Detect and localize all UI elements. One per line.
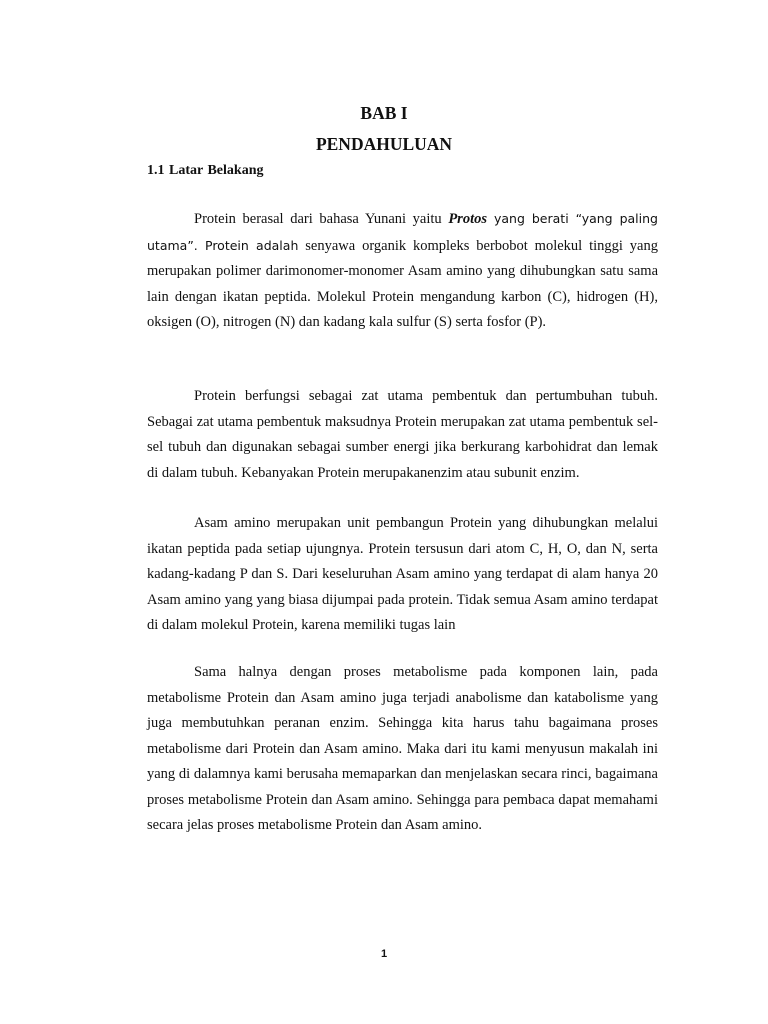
chapter-number: BAB I [360,103,408,123]
paragraph-1 [147,206,658,336]
paragraph-4: Sama halnya dengan proses metabolisme pada komponen lain, pada metabolisme Protein dan Asam amino juga terjadi anabolisme dan katabolisme yang juga membutuhkan peranan enzim. Sehingga kita harus tahu bagaimana proses metabolisme dari Protein dan Asam amino. Maka dari itu kami menyusun makalah ini yang di dalamnya kami berusaha memaparkan dan menjelaskan secara rinci, bagaimana proses metabolisme Protein dan Asam amino. Sehingga para pembaca dapat memahami secara jelas proses metabolisme Protein dan Asam amino. [147,664,658,833]
paragraph-1-body: senyawa organik kompleks berbobot molekul tinggi yang merupakan polimer darimonomer-monomer Asam amino yang dihubungkan satu sama lain dengan ikatan peptida. Molekul Protein mengandung karbon (C), hidrogen (H), oksigen (O), nitrogen (N) dan kadang kala sulfur (S) serta fosfor (P). [147,237,658,330]
section-heading: 1.1 Latar Belakang [147,163,264,178]
page-number: 1 [380,948,388,960]
paragraph-1-intro: Protein berasal dari bahasa Yunani yaitu [194,211,449,227]
paragraph-3: Asam amino merupakan unit pembangun Protein yang dihubungkan melalui ikatan peptida pada setiap ujungnya. Protein tersusun dari atom C, H, O, dan N, serta kadang-kadang P dan S. Dari keseluruhan Asam amino yang terdapat di alam hanya 20 Asam amino yang yang biasa dijumpai pada protein. Tidak semua Asam amino terdapat di dalam molekul Protein, karena memiliki tugas lain [147,515,658,633]
chapter-title: PENDAHULUAN [315,134,453,154]
paragraph-1-quote: yang berati “yang paling utama”. Protein adalah [147,211,658,253]
paragraph-1-term: Protos [448,211,487,227]
paragraph-2: Protein berfungsi sebagai zat utama pembentuk dan pertumbuhan tubuh. Sebagai zat utama pembentuk maksudnya Protein merupakan zat utama pembentuk sel-sel tubuh dan digunakan sebagai sumber energi jika berkurang karbohidrat dan lemak di dalam tubuh. Kebanyakan Protein merupakanenzim atau subunit enzim. [147,388,658,481]
